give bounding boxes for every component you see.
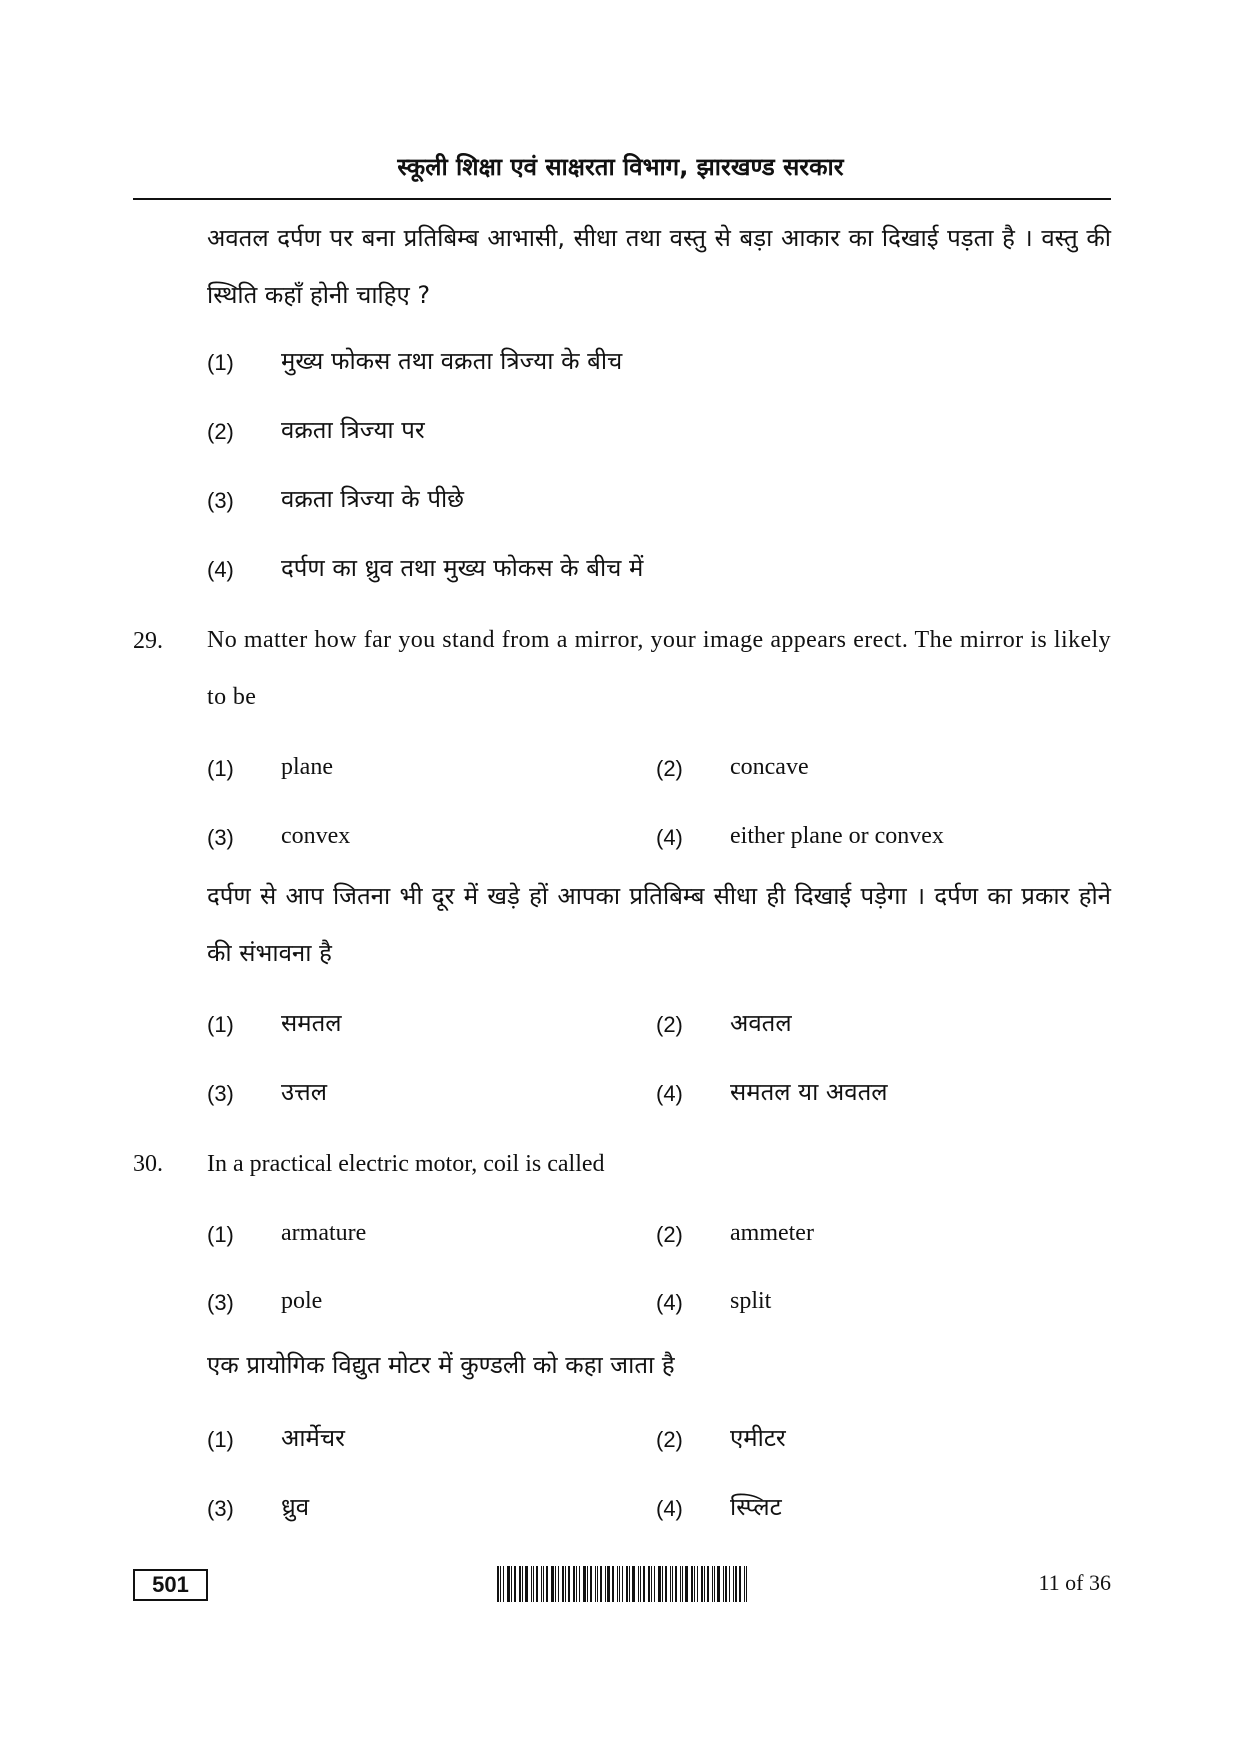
barcode-bar [525,1566,528,1602]
barcode-bar [583,1566,586,1602]
q29-opt4-num: (4) [656,825,683,850]
q30-opt2-text: ammeter [730,1220,814,1246]
barcode-bar [665,1566,667,1602]
q30-text: In a practical electric motor, coil is called [207,1151,605,1177]
barcode-bar [632,1566,635,1602]
barcode-bar [595,1566,596,1602]
q28-opt3-text: वक्रता त्रिज्या के पीछे [281,485,464,513]
q28-opt2-text: वक्रता त्रिज्या पर [281,416,425,444]
q29-opt2-text: concave [730,754,809,780]
barcode-bar [733,1566,734,1602]
barcode-bar [541,1566,542,1602]
barcode-bar [729,1566,730,1602]
barcode-bar [503,1566,504,1602]
barcode-bar [658,1566,661,1602]
barcode-bar [612,1566,614,1602]
q30-opt1-num: (1) [207,1222,234,1247]
barcode-bar [725,1566,727,1602]
barcode-bar [533,1566,534,1602]
q30-number: 30. [133,1151,163,1177]
barcode [497,1566,753,1602]
q28-opt2-num: (2) [207,419,234,444]
q30-opt4-num: (4) [656,1290,683,1315]
barcode-bar [746,1566,747,1602]
barcode-bar [694,1566,695,1602]
barcode-bar [626,1566,628,1602]
barcode-bar [682,1566,683,1602]
barcode-bar [579,1566,580,1602]
q29-hindi-text: दर्पण से आप जितना भी दूर में खड़े हों आपका प्रतिबिम्ब सीधा ही दिखाई पड़ेगा । दर्पण का प्रकार होने की संभावना है [207,882,1111,967]
barcode-bar [514,1566,516,1602]
barcode-bar [680,1566,681,1602]
q29-hopt3-num: (3) [207,1081,234,1106]
q30-opt1-text: armature [281,1220,367,1246]
barcode-bar [565,1566,566,1602]
page-number: 11 of 36 [1038,1570,1111,1595]
q30-hopt3-text: ध्रुव [281,1493,310,1521]
q30-opt3-num: (3) [207,1290,234,1315]
q29-opt2-num: (2) [656,756,683,781]
barcode-bar [701,1566,703,1602]
barcode-bar [643,1566,645,1602]
barcode-bar [555,1566,556,1602]
barcode-bar [691,1566,693,1602]
q28-hindi-text: अवतल दर्पण पर बना प्रतिबिम्ब आभासी, सीधा तथा वस्तु से बड़ा आकार का दिखाई पड़ता है । वस्तु की स्थिति कहाँ होनी चाहिए ? [207,224,1111,309]
q29-hopt1-num: (1) [207,1012,234,1037]
barcode-bar [714,1566,715,1602]
q29-opt1-num: (1) [207,756,234,781]
barcode-bar [605,1566,606,1602]
barcode-bar [735,1566,737,1602]
barcode-bar [685,1566,688,1602]
barcode-bar [707,1566,709,1602]
q29-hopt1-text: समतल [281,1009,342,1037]
barcode-bar [697,1566,698,1602]
barcode-bar [562,1566,564,1602]
q29-hopt2-text: अवतल [730,1009,792,1037]
barcode-bar [546,1566,548,1602]
q28-opt1-num: (1) [207,350,234,375]
barcode-bar [654,1566,655,1602]
barcode-bar [670,1566,671,1602]
barcode-bar [536,1566,538,1602]
q30-hopt1-num: (1) [207,1427,234,1452]
q29-opt3-num: (3) [207,825,234,850]
barcode-bar [622,1566,623,1602]
q29-hopt3-text: उत्तल [281,1078,328,1106]
q29-text: No matter how far you stand from a mirror, your image appears erect. The mirror is likely to be [207,627,1111,710]
barcode-bar [543,1566,544,1602]
q28-opt3-num: (3) [207,488,234,513]
q29-hopt2-num: (2) [656,1012,683,1037]
q30-hopt2-text: एमीटर [730,1424,786,1452]
barcode-bar [651,1566,652,1602]
page-header-title: स्कूली शिक्षा एवं साक्षरता विभाग, झारखण्ड सरकार [397,153,844,181]
barcode-bar [662,1566,663,1602]
q30-hopt2-num: (2) [656,1427,683,1452]
header-divider [133,198,1111,200]
barcode-bar [607,1566,610,1602]
barcode-bar [587,1566,588,1602]
q30-hopt4-num: (4) [656,1496,683,1521]
barcode-bar [573,1566,575,1602]
barcode-bar [497,1566,499,1602]
barcode-bar [675,1566,677,1602]
barcode-bar [551,1566,554,1602]
q30-hopt3-num: (3) [207,1496,234,1521]
barcode-bar [507,1566,510,1602]
barcode-bar [648,1566,650,1602]
q29-hopt4-num: (4) [656,1081,683,1106]
q30-hopt1-text: आर्मेचर [281,1424,345,1452]
q30-hopt4-text: स्प्लिट [730,1493,782,1521]
q29-opt1-text: plane [281,754,333,780]
barcode-bar [522,1566,523,1602]
barcode-bar [600,1566,602,1602]
barcode-bar [619,1566,620,1602]
barcode-bar [500,1566,501,1602]
barcode-bar [712,1566,713,1602]
q29-opt4-text: either plane or convex [730,823,944,849]
barcode-bar [558,1566,559,1602]
barcode-bar [739,1566,741,1602]
barcode-bar [704,1566,705,1602]
barcode-bar [511,1566,512,1602]
barcode-bar [629,1566,630,1602]
barcode-bar [519,1566,521,1602]
barcode-bar [723,1566,724,1602]
q28-opt4-num: (4) [207,557,234,582]
barcode-bar [617,1566,618,1602]
q30-opt2-num: (2) [656,1222,683,1247]
q29-hopt4-text: समतल या अवतल [730,1078,888,1106]
q30-opt3-text: pole [281,1288,323,1314]
q28-hindi-line-1 [207,210,1111,324]
barcode-bar [640,1566,641,1602]
barcode-bar [590,1566,592,1602]
barcode-bar [744,1566,745,1602]
barcode-bar [576,1566,577,1602]
q28-opt1-text: मुख्य फोकस तथा वक्रता त्रिज्या के बीच [281,347,623,375]
barcode-bar [597,1566,598,1602]
paper-code-box: 501 [133,1569,208,1601]
barcode-bar [531,1566,532,1602]
barcode-bar [717,1566,720,1602]
q30-opt4-text: split [730,1288,772,1314]
barcode-bar [568,1566,570,1602]
q29-opt3-text: convex [281,823,351,849]
q30-hindi-text: एक प्रायोगिक विद्युत मोटर में कुण्डली को कहा जाता है [207,1351,675,1379]
barcode-bar [672,1566,673,1602]
barcode-bar [638,1566,639,1602]
q28-opt4-text: दर्पण का ध्रुव तथा मुख्य फोकस के बीच में [281,554,644,582]
q29-number: 29. [133,628,163,654]
